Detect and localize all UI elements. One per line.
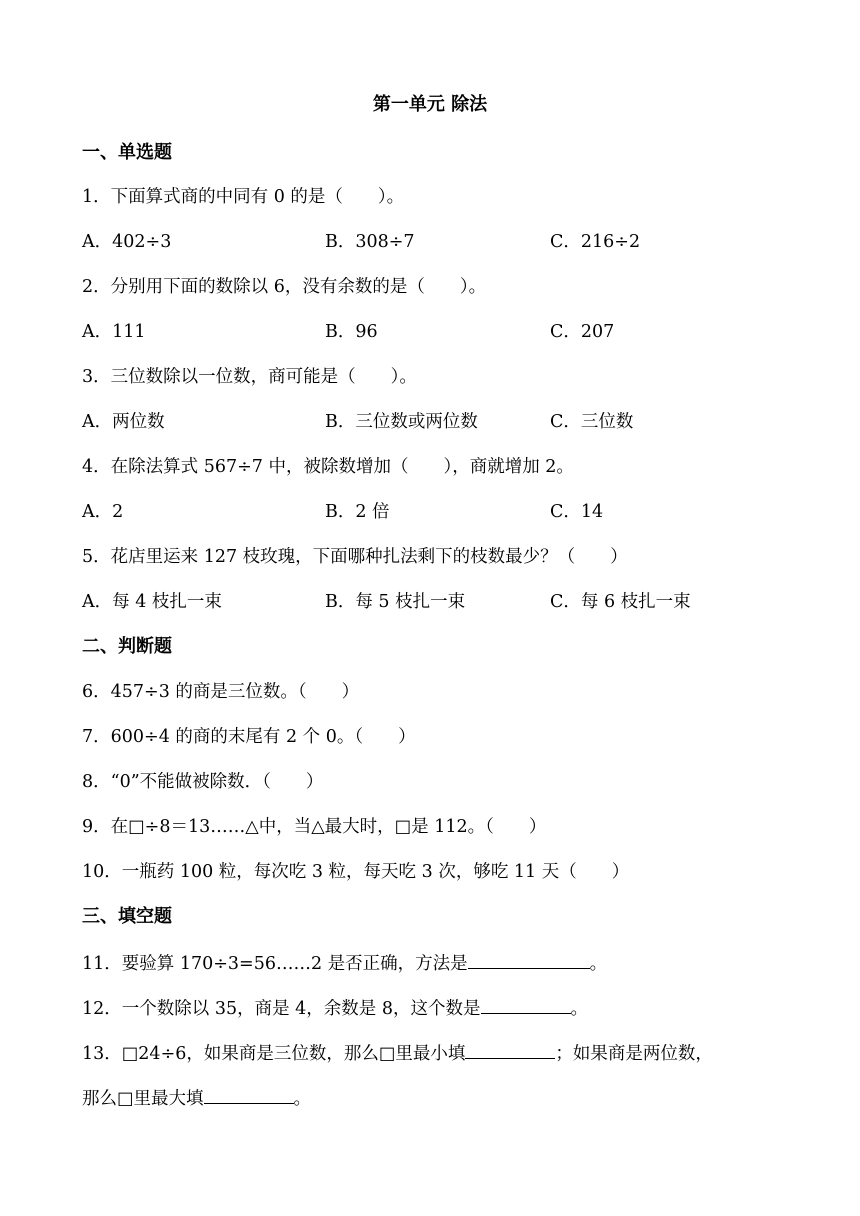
question-13-answer-blank-2[interactable] — [204, 1085, 294, 1104]
question-13-end: 。 — [293, 1089, 312, 1109]
question-5-option-a[interactable]: A．每 4 枝扎一束 — [82, 592, 222, 612]
question-1-stem: 1．下面算式商的中同有 0 的是（ ）。 — [82, 187, 405, 207]
question-1-option-c[interactable]: C．216÷2 — [550, 232, 641, 252]
page-title: 第一单元 除法 — [372, 94, 488, 115]
question-2-stem: 2．分别用下面的数除以 6，没有余数的是（ ）。 — [82, 277, 487, 297]
question-1-option-a[interactable]: A．402÷3 — [82, 232, 172, 252]
question-13-middle: ；如果商是两位数， — [555, 1044, 713, 1064]
question-4-option-a[interactable]: A．2 — [82, 502, 124, 522]
question-7: 7．600÷4 的商的末尾有 2 个 0。（ ） — [82, 727, 416, 747]
question-12-answer-blank[interactable] — [481, 995, 571, 1014]
question-8: 8．“0”不能做被除数．（ ） — [82, 772, 324, 792]
question-13-line-2 — [82, 1085, 802, 1112]
question-11-text: 11．要验算 170÷3=56……2 是否正确，方法是 — [82, 954, 468, 974]
question-2-option-c[interactable]: C．207 — [550, 322, 615, 342]
question-4-option-b[interactable]: B．2 倍 — [325, 502, 390, 522]
question-12-end: 。 — [570, 999, 588, 1019]
question-4-stem: 4．在除法算式 567÷7 中，被除数增加（ ），商就增加 2。 — [82, 457, 574, 477]
question-3-option-b[interactable]: B．三位数或两位数 — [325, 412, 478, 432]
section-heading-true-false: 二、判断题 — [82, 636, 172, 657]
question-11-end: 。 — [589, 954, 608, 974]
question-13-text: 13．□24÷6，如果商是三位数，那么□里最小填 — [82, 1044, 466, 1064]
question-3-option-c[interactable]: C．三位数 — [550, 412, 634, 432]
question-2-option-b[interactable]: B．96 — [325, 322, 378, 342]
question-5-option-c[interactable]: C．每 6 枝扎一束 — [550, 592, 691, 612]
question-12 — [82, 995, 802, 1022]
question-9: 9．在□÷8＝13……△中，当△最大时，□是 112。（ ） — [82, 817, 547, 837]
section-heading-single-choice: 一、单选题 — [82, 142, 172, 163]
question-10: 10．一瓶药 100 粒，每次吃 3 粒，每天吃 3 次，够吃 11 天（ ） — [82, 862, 630, 882]
question-3-option-a[interactable]: A．两位数 — [82, 412, 165, 432]
question-6: 6．457÷3 的商是三位数。（ ） — [82, 682, 360, 702]
question-4-option-c[interactable]: C．14 — [550, 502, 604, 522]
question-13-answer-blank-1[interactable] — [465, 1040, 555, 1059]
section-heading-fill-blank: 三、填空题 — [82, 906, 172, 927]
question-11 — [82, 950, 802, 977]
question-12-text: 12．一个数除以 35，商是 4，余数是 8，这个数是 — [82, 999, 481, 1019]
question-5-stem: 5．花店里运来 127 枝玫瑰，下面哪种扎法剩下的枝数最少？（ ） — [82, 547, 628, 567]
question-5-option-b[interactable]: B．每 5 枝扎一束 — [325, 592, 466, 612]
question-3-stem: 3．三位数除以一位数，商可能是（ ）。 — [82, 367, 417, 387]
question-1-option-b[interactable]: B．308÷7 — [325, 232, 415, 252]
question-13-text-2: 那么□里最大填 — [82, 1089, 204, 1109]
question-13-line-1 — [82, 1040, 802, 1067]
question-2-option-a[interactable]: A．111 — [82, 322, 146, 342]
question-11-answer-blank[interactable] — [468, 950, 590, 969]
